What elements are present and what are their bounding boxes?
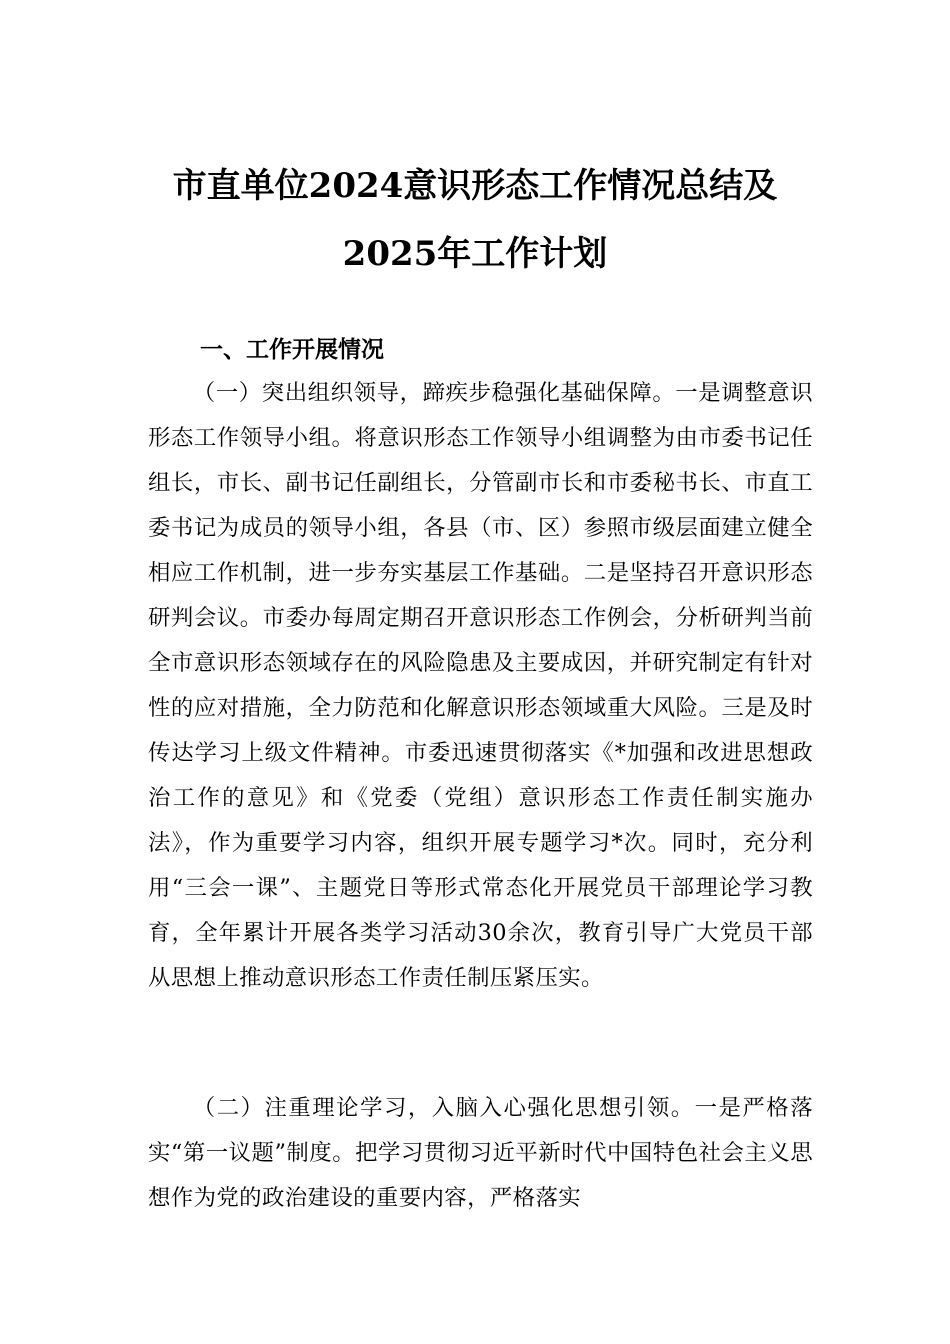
body-paragraph-2: （二）注重理论学习，入脑入心强化思想引领。一是严格落实“第一议题”制度。把学习贯彻习近平新时代中国特色社会主义思想作为党的政治建设的重要内容，严格落实 <box>148 1095 813 1211</box>
section-heading: 一、工作开展情况 <box>200 337 384 363</box>
document-title-line-2: 2025年工作计划 <box>342 234 608 274</box>
document-title-line-1: 市直单位2024意识形态工作情况总结及 <box>172 166 778 206</box>
body-paragraph-1: （一）突出组织领导，蹄疾步稳强化基础保障。一是调整意识形态工作领导小组。将意识形态工作领导小组调整为由市委书记任组长，市长、副书记任副组长，分管副市长和市委秘书长、市直工委书记为成员的领导小组，各县（市、区）参照市级层面建立健全相应工作机制，进一步夯实基层工作基础。二是坚持召开意识形态研判会议。市委办每周定期召开意识形态工作例会，分析研判当前全市意识形态领域存在的风险隐患及主要成因，并研究制定有针对性的应对措施，全力防范和化解意识形态领域重大风险。三是及时传达学习上级文件精神。市委迅速贯彻落实《*加强和改进思想政治工作的意见》和《党委（党组）意识形态工作责任制实施办法》，作为重要学习内容，组织开展专题学习*次。同时，充分利用“三会一课”、主题党日等形式常态化开展党员干部理论学习教育，全年累计开展各类学习活动30余次，教育引导广大党员干部从思想上推动意识形态工作责任制压紧压实。 <box>148 380 813 991</box>
